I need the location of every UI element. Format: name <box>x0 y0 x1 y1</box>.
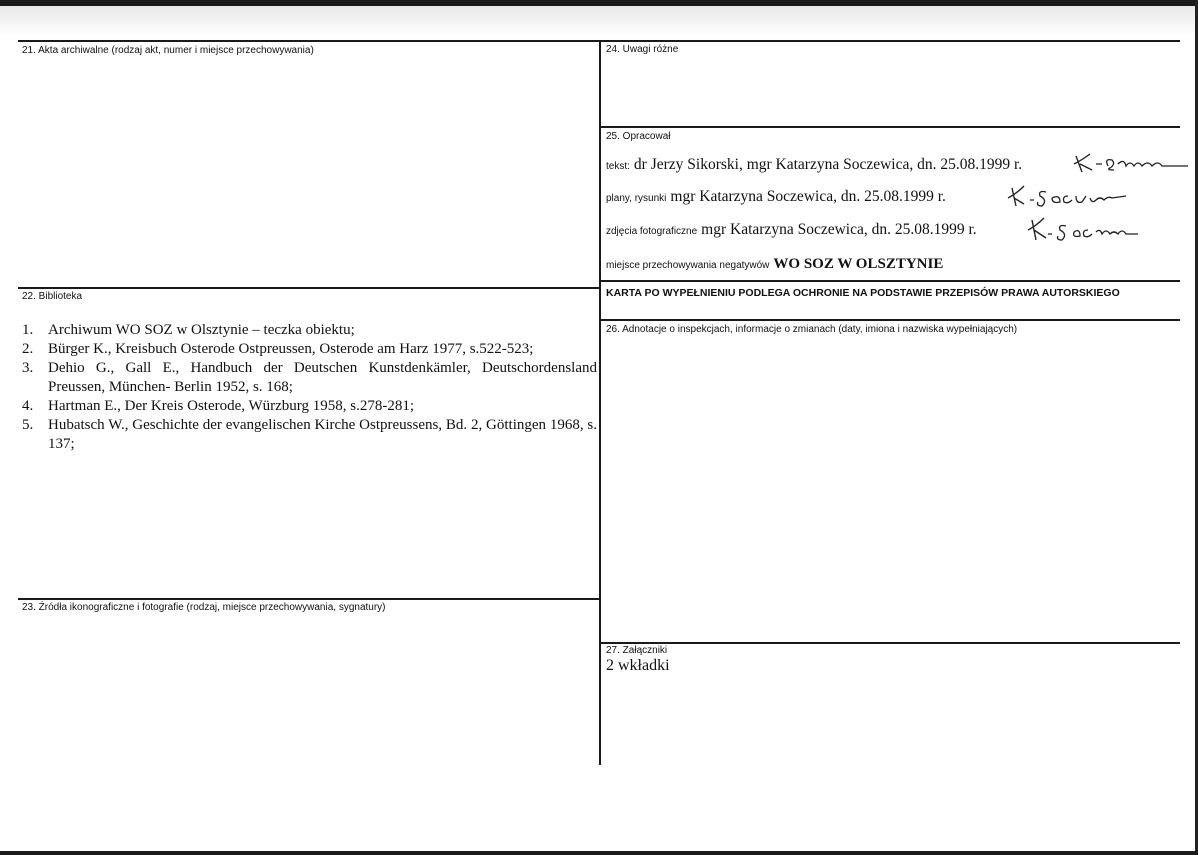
section-24-label: 24. Uwagi różne <box>606 44 679 55</box>
author-text-line <box>606 156 1022 174</box>
section-22-label: 22. Biblioteka <box>22 291 83 302</box>
section-23-label: 23. Źródła ikonograficzne i fotografie (rodzaj, miejsce przechowywania, sygnatury) <box>22 602 386 613</box>
list-item <box>22 416 597 454</box>
item-number: 1. <box>22 322 34 338</box>
negatives-value: WO SOZ W OLSZTYNIE <box>773 256 944 272</box>
handwritten-signature <box>1022 214 1140 244</box>
item-number: 5. <box>22 417 34 433</box>
column-divider <box>599 40 601 765</box>
list-item <box>22 340 597 359</box>
author-photos-line <box>606 221 977 239</box>
list-item <box>22 321 597 340</box>
handwritten-signature <box>1004 182 1130 210</box>
divider-24-25 <box>600 126 1180 128</box>
list-item <box>22 359 597 397</box>
list-item <box>22 397 597 416</box>
author-plans-label: plany, rysunki <box>606 193 667 204</box>
divider-25-26 <box>600 319 1180 321</box>
author-photos-label: zdjęcia fotograficzne <box>606 226 698 237</box>
section-26-label: 26. Adnotacje o inspekcjach, informacje o zmianach (daty, imiona i nazwiska wypełniających) <box>606 324 1018 335</box>
author-text-value: dr Jerzy Sikorski, mgr Katarzyna Soczewica, dn. 25.08.1999 r. <box>633 156 1023 173</box>
divider-22-23 <box>18 598 600 600</box>
negatives-label: miejsce przechowywania negatywów <box>606 260 770 271</box>
item-text: Hubatsch W., Geschichte der evangelischen Kirche Ostpreussens, Bd. 2, Göttingen 1968, s. 137; <box>48 417 597 452</box>
divider-21-22 <box>18 287 600 289</box>
bibliography-list <box>22 321 597 454</box>
attachments-value: 2 wkładki <box>606 657 670 674</box>
divider-26-27 <box>600 642 1180 644</box>
section-25-label: 25. Opracował <box>606 131 671 142</box>
item-number: 4. <box>22 398 34 414</box>
item-number: 3. <box>22 360 34 376</box>
item-text: Dehio G., Gall E., Handbuch der Deutschen Kunstdenkämler, Deutschordensland Preussen, München- Berlin 1952, s. 168; <box>48 360 597 395</box>
author-plans-line <box>606 188 946 206</box>
item-text: Bürger K., Kreisbuch Osterode Ostpreussen, Osterode am Harz 1977, s.522-523; <box>48 341 534 357</box>
divider-25-notice <box>600 280 1180 282</box>
copyright-notice: KARTA PO WYPEŁNIENIU PODLEGA OCHRONIE NA PODSTAWIE PRZEPISÓW PRAWA AUTORSKIEGO <box>606 287 1120 299</box>
author-photos-value: mgr Katarzyna Soczewica, dn. 25.08.1999 r. <box>701 221 977 238</box>
item-number: 2. <box>22 341 34 357</box>
scan-shade <box>0 6 1198 36</box>
author-text-label: tekst: <box>606 161 630 172</box>
item-text: Archiwum WO SOZ w Olsztynie – teczka obiektu; <box>48 322 355 338</box>
handwritten-signature <box>1068 148 1190 176</box>
scan-edge-bottom <box>0 851 1198 855</box>
author-plans-value: mgr Katarzyna Soczewica, dn. 25.08.1999 r. <box>670 188 946 205</box>
section-21-label: 21. Akta archiwalne (rodzaj akt, numer i miejsce przechowywania) <box>22 45 314 56</box>
item-text: Hartman E., Der Kreis Osterode, Würzburg 1958, s.278-281; <box>48 398 415 414</box>
section-27-label: 27. Załączniki <box>606 645 668 656</box>
negatives-line <box>606 255 943 273</box>
